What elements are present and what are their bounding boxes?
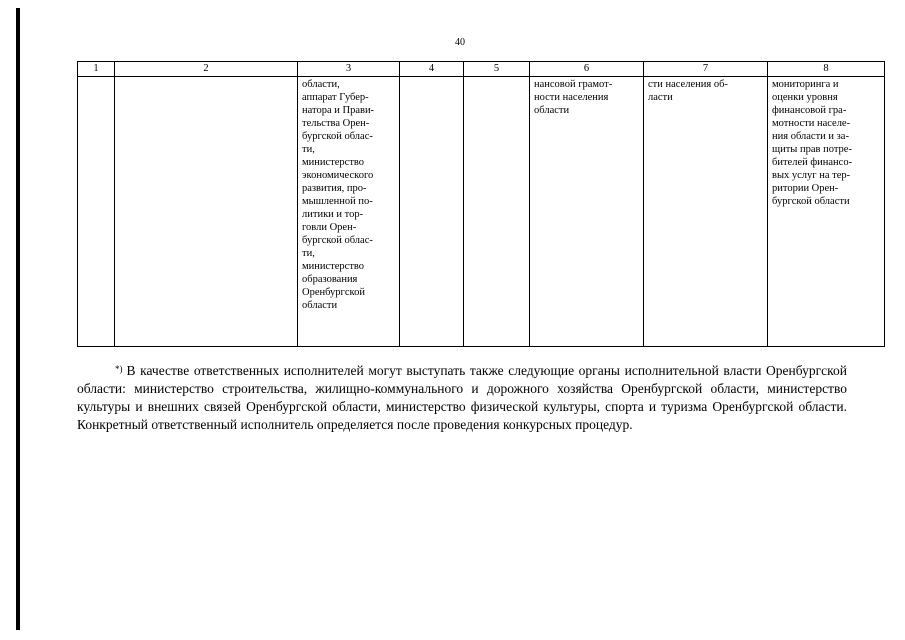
column-header: 2 bbox=[115, 62, 298, 77]
table-cell: нансовой грамот- ности населения области bbox=[530, 77, 644, 347]
column-header: 1 bbox=[78, 62, 115, 77]
table-cell bbox=[400, 77, 464, 347]
column-header: 7 bbox=[644, 62, 768, 77]
table-cell: области, аппарат Губер- натора и Прави- тельства Орен- бургской облас- ти, министерство экономического развития, про- мышленной по- литики и тор- говли Орен- бургской облас- ти, министерство образования Оренбургской области bbox=[298, 77, 400, 347]
table-cell bbox=[464, 77, 530, 347]
page-number: 40 bbox=[455, 37, 465, 48]
footnote-marker: *) bbox=[115, 364, 123, 374]
footnote bbox=[77, 362, 847, 434]
table-cell: мониторинга и оценки уровня финансовой гра- мотности населе- ния области и за- щиты прав потре- бителей финансо- вых услуг на тер- ритории Орен- бургской области bbox=[768, 77, 885, 347]
table-header-row bbox=[78, 62, 885, 77]
column-header: 6 bbox=[530, 62, 644, 77]
footnote-text: В качестве ответственных исполнителей могут выступать также следующие органы исполнительной власти Оренбургской области: министерство строительства, жилищно-коммунального и дорожного хозяйства Оренбургской области, министерство культуры и внешних связей Оренбургской области, министерство физической культуры, спорта и туризма Оренбургской области. Конкретный ответственный исполнитель определяется после проведения конкурсных процедур. bbox=[77, 363, 847, 432]
footnote-paragraph bbox=[77, 362, 847, 434]
binding-edge bbox=[16, 8, 20, 630]
column-header: 5 bbox=[464, 62, 530, 77]
data-table bbox=[77, 61, 885, 347]
table-cell bbox=[78, 77, 115, 347]
table-cell: сти населения об- ласти bbox=[644, 77, 768, 347]
column-header: 3 bbox=[298, 62, 400, 77]
column-header: 4 bbox=[400, 62, 464, 77]
table-cell bbox=[115, 77, 298, 347]
table-row bbox=[78, 77, 885, 347]
column-header: 8 bbox=[768, 62, 885, 77]
